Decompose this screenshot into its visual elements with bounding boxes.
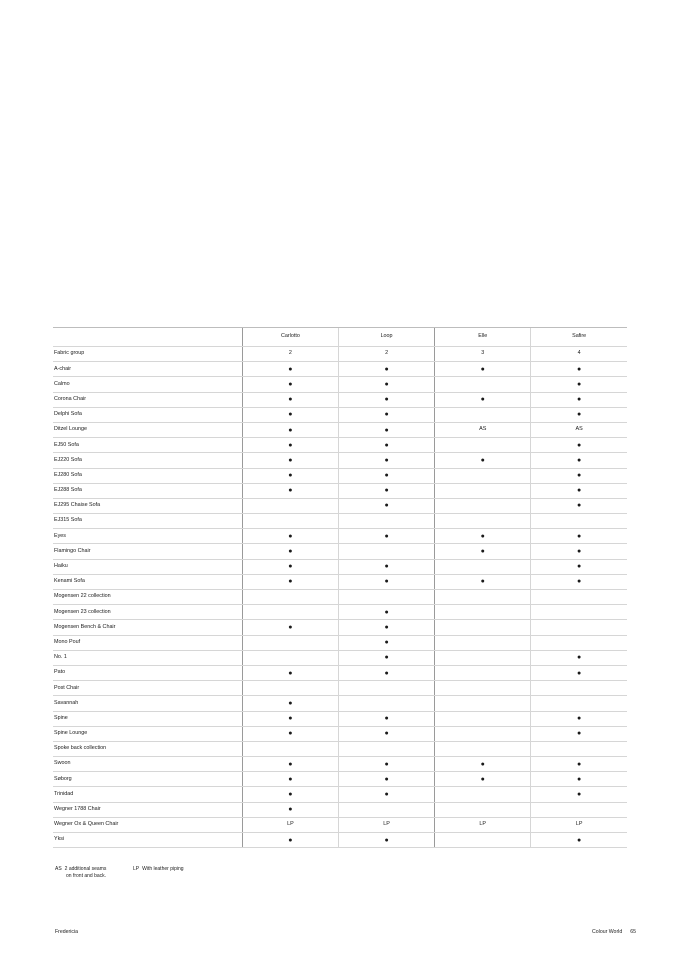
availability-cell: ● [435, 544, 531, 559]
availability-cell: ● [242, 757, 338, 772]
availability-cell: ● [531, 362, 627, 377]
availability-cell [242, 650, 338, 665]
availability-cell: ● [531, 665, 627, 680]
table-row [53, 559, 627, 574]
column-header-elle: Elle [435, 328, 531, 347]
availability-cell: ● [435, 362, 531, 377]
table-row [53, 483, 627, 498]
table-row [53, 635, 627, 650]
availability-cell [435, 833, 531, 848]
availability-cell: ● [531, 453, 627, 468]
availability-cell [435, 650, 531, 665]
availability-cell [435, 665, 531, 680]
fabric-group-value: 2 [242, 347, 338, 362]
product-name: EJ220 Sofa [53, 453, 242, 468]
availability-cell: ● [242, 772, 338, 787]
availability-cell: ● [338, 635, 434, 650]
availability-cell: ● [435, 392, 531, 407]
column-header-loop: Loop [338, 328, 434, 347]
availability-cell [435, 559, 531, 574]
table-row [53, 590, 627, 605]
availability-cell: ● [531, 650, 627, 665]
table-row [53, 468, 627, 483]
column-header-safire: Safire [531, 328, 627, 347]
availability-cell: ● [435, 453, 531, 468]
availability-cell: ● [338, 483, 434, 498]
product-name: Spine Lounge [53, 726, 242, 741]
table-row [53, 696, 627, 711]
table-row [53, 605, 627, 620]
footer-brand: Fredericia [55, 929, 79, 935]
availability-cell: ● [531, 392, 627, 407]
table-row [53, 362, 627, 377]
availability-cell: ● [338, 468, 434, 483]
availability-cell [531, 514, 627, 529]
footer-section-title: Colour World [592, 929, 623, 935]
availability-cell [531, 802, 627, 817]
availability-cell: ● [338, 362, 434, 377]
availability-cell [242, 681, 338, 696]
availability-cell: AS [531, 422, 627, 437]
availability-cell: ● [531, 726, 627, 741]
table-row [53, 498, 627, 513]
fabric-group-row [53, 347, 627, 362]
availability-cell: ● [338, 422, 434, 437]
availability-cell [435, 483, 531, 498]
availability-cell [242, 605, 338, 620]
availability-cell: LP [242, 817, 338, 832]
availability-cell: ● [531, 833, 627, 848]
table-row [53, 650, 627, 665]
table-row [53, 544, 627, 559]
availability-cell [242, 635, 338, 650]
availability-cell: ● [242, 833, 338, 848]
availability-cell [435, 407, 531, 422]
availability-cell: ● [531, 559, 627, 574]
availability-cell [242, 514, 338, 529]
footnote-text-continued: on front and back. [66, 873, 107, 879]
table-header [53, 328, 627, 347]
product-name: EJ315 Sofa [53, 514, 242, 529]
availability-cell: ● [242, 407, 338, 422]
table-row [53, 817, 627, 832]
availability-cell: ● [338, 772, 434, 787]
compatibility-table-container [53, 327, 627, 848]
availability-cell: ● [531, 498, 627, 513]
availability-cell: ● [242, 711, 338, 726]
availability-cell [531, 741, 627, 756]
availability-cell [531, 635, 627, 650]
availability-cell [435, 620, 531, 635]
table-row [53, 377, 627, 392]
availability-cell: ● [531, 544, 627, 559]
availability-cell: ● [338, 574, 434, 589]
availability-cell [435, 468, 531, 483]
product-name: Haiku [53, 559, 242, 574]
table-row [53, 711, 627, 726]
availability-cell [435, 711, 531, 726]
availability-cell [435, 438, 531, 453]
availability-cell: LP [531, 817, 627, 832]
availability-cell: ● [242, 453, 338, 468]
availability-cell [531, 590, 627, 605]
availability-cell: ● [338, 438, 434, 453]
availability-cell: ● [338, 711, 434, 726]
availability-cell: ● [338, 453, 434, 468]
availability-cell: ● [531, 407, 627, 422]
table-row [53, 422, 627, 437]
availability-cell [435, 635, 531, 650]
footnote-code: LP [133, 866, 140, 872]
product-name: Mogensen 23 collection [53, 605, 242, 620]
product-name: EJ295 Chaise Sofa [53, 498, 242, 513]
footnote-text: 2 additional seams [64, 866, 107, 872]
availability-cell: ● [338, 559, 434, 574]
product-name: Spoke back collection [53, 741, 242, 756]
availability-cell [242, 741, 338, 756]
table-row [53, 802, 627, 817]
availability-cell [338, 514, 434, 529]
availability-cell: ● [435, 757, 531, 772]
product-name: Savannah [53, 696, 242, 711]
fabric-group-label: Fabric group [53, 347, 242, 362]
footnote-code: AS [55, 866, 62, 872]
availability-cell: ● [338, 787, 434, 802]
availability-cell: ● [242, 362, 338, 377]
table-row [53, 681, 627, 696]
availability-cell: ● [338, 529, 434, 544]
header-corner-cell [53, 328, 242, 347]
availability-cell: ● [242, 438, 338, 453]
availability-cell: ● [531, 377, 627, 392]
column-header-row [53, 328, 627, 347]
footnote-lp [133, 866, 184, 873]
availability-cell: ● [242, 665, 338, 680]
availability-cell: ● [531, 711, 627, 726]
availability-cell: ● [531, 468, 627, 483]
availability-cell [435, 605, 531, 620]
availability-cell [242, 498, 338, 513]
availability-cell: ● [531, 772, 627, 787]
table-row [53, 787, 627, 802]
availability-cell [338, 681, 434, 696]
table-row [53, 529, 627, 544]
product-name: EJ50 Sofa [53, 438, 242, 453]
availability-cell: ● [338, 407, 434, 422]
availability-cell [338, 590, 434, 605]
availability-cell: ● [338, 605, 434, 620]
availability-cell: ● [242, 726, 338, 741]
availability-cell [435, 802, 531, 817]
availability-cell: ● [435, 529, 531, 544]
product-name: Ditzel Lounge [53, 422, 242, 437]
table-row [53, 757, 627, 772]
availability-cell: ● [242, 544, 338, 559]
availability-cell [435, 514, 531, 529]
availability-cell: ● [242, 483, 338, 498]
availability-cell [435, 696, 531, 711]
availability-cell: ● [338, 498, 434, 513]
table-row [53, 407, 627, 422]
availability-cell [531, 681, 627, 696]
table-row [53, 514, 627, 529]
product-name: Swoon [53, 757, 242, 772]
availability-cell: ● [242, 787, 338, 802]
availability-cell: ● [338, 665, 434, 680]
page-number: 65 [630, 929, 636, 935]
product-name: Pato [53, 665, 242, 680]
product-name: Spine [53, 711, 242, 726]
availability-cell: ● [242, 696, 338, 711]
availability-cell [338, 544, 434, 559]
product-name: Delphi Sofa [53, 407, 242, 422]
availability-cell [435, 498, 531, 513]
column-header-carlotto: Carlotto [242, 328, 338, 347]
availability-cell: ● [338, 650, 434, 665]
table-body [53, 347, 627, 848]
table-row [53, 772, 627, 787]
availability-cell: ● [242, 392, 338, 407]
availability-cell: AS [435, 422, 531, 437]
product-name: Søborg [53, 772, 242, 787]
footnote-text: With leather piping [142, 866, 184, 872]
table-row [53, 574, 627, 589]
product-name: Calmo [53, 377, 242, 392]
availability-cell: LP [338, 817, 434, 832]
availability-cell [435, 726, 531, 741]
availability-cell: LP [435, 817, 531, 832]
product-name: EJ288 Sofa [53, 483, 242, 498]
table-row [53, 741, 627, 756]
availability-cell [338, 802, 434, 817]
availability-cell: ● [242, 802, 338, 817]
fabric-group-value: 3 [435, 347, 531, 362]
product-name: Wegner 1788 Chair [53, 802, 242, 817]
availability-cell: ● [435, 574, 531, 589]
availability-cell: ● [531, 757, 627, 772]
availability-cell: ● [242, 620, 338, 635]
product-name: Mogensen Bench & Chair [53, 620, 242, 635]
product-name: Wegner Ox & Queen Chair [53, 817, 242, 832]
availability-cell: ● [338, 377, 434, 392]
product-name: No. 1 [53, 650, 242, 665]
product-name: EJ280 Sofa [53, 468, 242, 483]
availability-cell [435, 681, 531, 696]
product-name: Mogensen 22 collection [53, 590, 242, 605]
availability-cell: ● [531, 574, 627, 589]
availability-cell [338, 741, 434, 756]
availability-cell [435, 787, 531, 802]
fabric-compatibility-table [53, 327, 627, 848]
availability-cell: ● [242, 529, 338, 544]
availability-cell [531, 605, 627, 620]
product-name: Flamingo Chair [53, 544, 242, 559]
footnote-as [55, 866, 106, 880]
product-name: Kenami Sofa [53, 574, 242, 589]
availability-cell: ● [338, 833, 434, 848]
availability-cell: ● [531, 787, 627, 802]
availability-cell [435, 377, 531, 392]
availability-cell: ● [338, 726, 434, 741]
availability-cell [531, 620, 627, 635]
product-name: A-chair [53, 362, 242, 377]
availability-cell: ● [242, 377, 338, 392]
table-row [53, 392, 627, 407]
availability-cell [435, 590, 531, 605]
availability-cell [242, 590, 338, 605]
availability-cell: ● [531, 529, 627, 544]
product-name: Eyes [53, 529, 242, 544]
table-row [53, 453, 627, 468]
fabric-group-value: 2 [338, 347, 434, 362]
fabric-group-value: 4 [531, 347, 627, 362]
product-name: Trinidad [53, 787, 242, 802]
availability-cell: ● [338, 392, 434, 407]
footer-right [592, 929, 636, 935]
product-name: Mono Pouf [53, 635, 242, 650]
availability-cell: ● [242, 574, 338, 589]
availability-cell: ● [242, 468, 338, 483]
product-name: Yksi [53, 833, 242, 848]
table-row [53, 726, 627, 741]
availability-cell: ● [531, 483, 627, 498]
availability-cell [338, 696, 434, 711]
availability-cell [531, 696, 627, 711]
availability-cell [435, 741, 531, 756]
availability-cell: ● [242, 422, 338, 437]
availability-cell: ● [338, 757, 434, 772]
availability-cell: ● [531, 438, 627, 453]
table-row [53, 833, 627, 848]
table-row [53, 665, 627, 680]
availability-cell: ● [338, 620, 434, 635]
table-row [53, 620, 627, 635]
availability-cell: ● [242, 559, 338, 574]
availability-cell: ● [435, 772, 531, 787]
product-name: Corona Chair [53, 392, 242, 407]
product-name: Post Chair [53, 681, 242, 696]
table-row [53, 438, 627, 453]
